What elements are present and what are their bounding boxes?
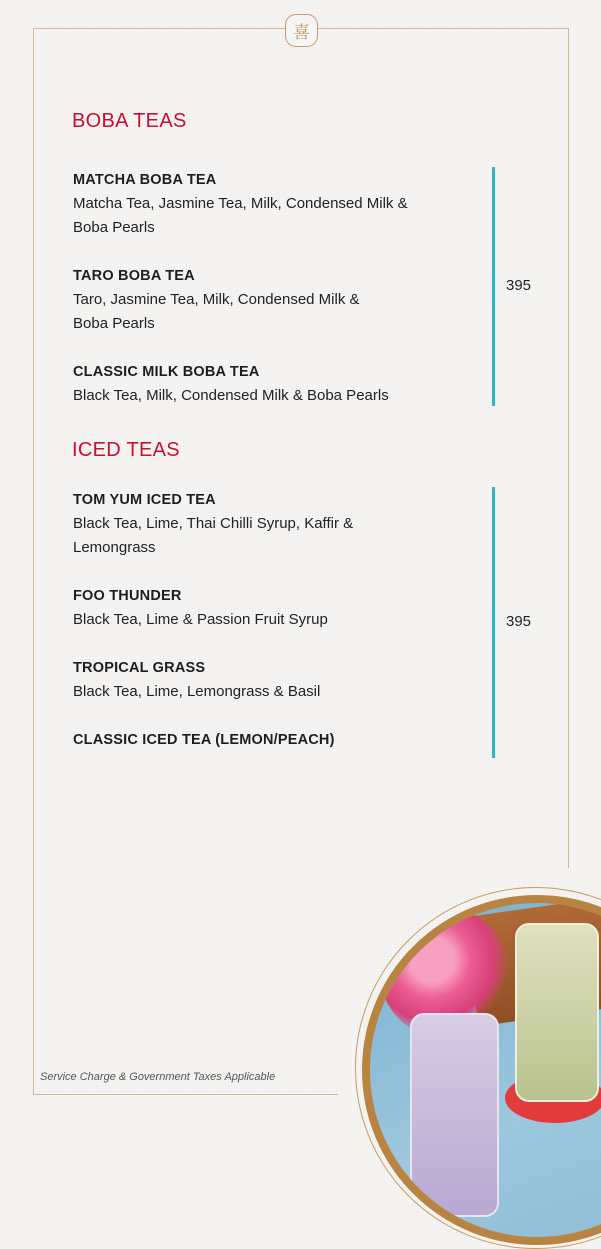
item-name: TOM YUM ICED TEA [73, 492, 216, 508]
taro-boba-cup-image [410, 1013, 499, 1217]
price-iced-teas: 395 [506, 613, 532, 630]
menu-item-matcha-boba-tea [73, 168, 473, 240]
item-description: Matcha Tea, Jasmine Tea, Milk, Condensed Milk & [73, 195, 408, 212]
frame-border-top-left [33, 28, 285, 29]
item-description: Black Tea, Lime & Passion Fruit Syrup [73, 611, 328, 628]
frame-border-right [568, 28, 569, 868]
item-description: Boba Pearls [73, 219, 155, 236]
price-boba-teas: 395 [506, 277, 532, 294]
item-name: CLASSIC ICED TEA (LEMON/PEACH) [73, 732, 335, 748]
menu-item-tom-yum-iced-tea [73, 488, 473, 560]
item-description: Black Tea, Lime, Thai Chilli Syrup, Kaffir & [73, 515, 354, 532]
item-name: TARO BOBA TEA [73, 268, 195, 284]
menu-item-tropical-grass [73, 656, 473, 704]
item-description: Boba Pearls [73, 315, 155, 332]
price-bar-divider [492, 487, 495, 758]
frame-border-top-right [316, 28, 568, 29]
item-name: MATCHA BOBA TEA [73, 172, 217, 188]
item-name: CLASSIC MILK BOBA TEA [73, 364, 260, 380]
double-happiness-icon: 喜 [285, 14, 318, 47]
menu-item-taro-boba-tea [73, 264, 473, 336]
menu-item-classic-milk-boba-tea [73, 360, 473, 408]
menu-item-classic-iced-tea [73, 728, 473, 752]
frame-border-left [33, 28, 34, 1094]
item-description: Black Tea, Lime, Lemongrass & Basil [73, 683, 321, 700]
menu-item-foo-thunder [73, 584, 473, 632]
item-description: Black Tea, Milk, Condensed Milk & Boba Pearls [73, 387, 389, 404]
section-title-iced-teas: ICED TEAS [72, 439, 180, 461]
frame-border-bottom [33, 1094, 338, 1095]
footnote-taxes: Service Charge & Government Taxes Applicable [40, 1071, 276, 1083]
matcha-boba-cup-image [515, 923, 599, 1102]
section-title-boba-teas: BOBA TEAS [72, 110, 187, 132]
item-name: TROPICAL GRASS [73, 660, 206, 676]
boba-drinks-photo [362, 895, 601, 1245]
item-name: FOO THUNDER [73, 588, 182, 604]
item-description: Lemongrass [73, 539, 156, 556]
item-description: Taro, Jasmine Tea, Milk, Condensed Milk & [73, 291, 360, 308]
price-bar-divider [492, 167, 495, 406]
